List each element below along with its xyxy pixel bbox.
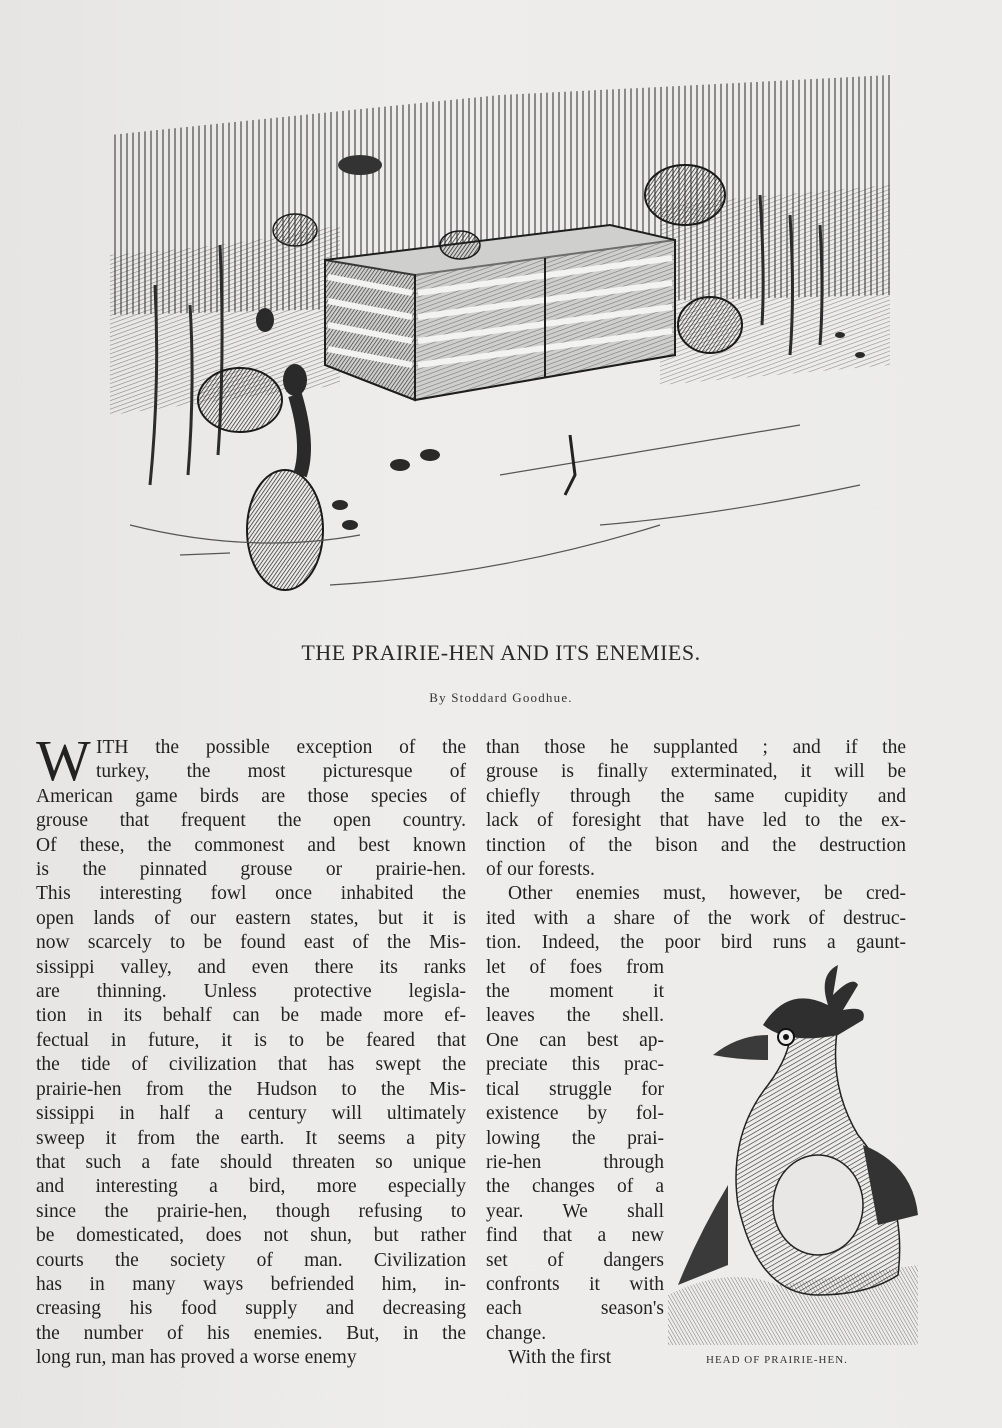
text-line: long run, man has proved a worse enemy bbox=[36, 1347, 357, 1369]
text-line: that such a fate should threaten so unique bbox=[36, 1151, 466, 1173]
text-line: sissippi valley, and even there its ranks bbox=[36, 956, 466, 978]
text-line: turkey, the most picturesque of bbox=[96, 761, 466, 783]
text-line: rie-hen through bbox=[486, 1151, 664, 1173]
text-line: find that a new bbox=[486, 1225, 664, 1247]
text-line: lowing the prai- bbox=[486, 1127, 664, 1149]
text-line: the number of his enemies. But, in the bbox=[36, 1322, 466, 1344]
text-line: chiefly through the same cupidity and bbox=[486, 785, 906, 807]
illustration-caption: HEAD OF PRAIRIE-HEN. bbox=[706, 1354, 848, 1366]
text-line: now scarcely to be found east of the Mis- bbox=[36, 932, 466, 954]
text-line: confronts it with bbox=[486, 1273, 664, 1295]
text-line: This interesting fowl once inhabited the bbox=[36, 883, 466, 905]
article-byline: By Stoddard Goodhue. bbox=[429, 690, 573, 705]
text-line: is the pinnated grouse or prairie-hen. bbox=[36, 859, 466, 881]
text-line: With the first bbox=[508, 1347, 612, 1369]
text-line: the changes of a bbox=[486, 1176, 664, 1198]
text-line: each season's bbox=[486, 1298, 664, 1320]
text-line: existence by fol- bbox=[486, 1103, 664, 1125]
text-line: tion. Indeed, the poor bird runs a gaunt- bbox=[486, 932, 906, 954]
text-line: tical struggle for bbox=[486, 1078, 664, 1100]
text-line: year. We shall bbox=[486, 1200, 664, 1222]
text-line: ited with a share of the work of destruc- bbox=[486, 907, 906, 929]
text-line: courts the society of man. Civilization bbox=[36, 1249, 466, 1271]
text-line: than those he supplanted ; and if the bbox=[486, 737, 906, 758]
text-line: grouse is finally exterminated, it will be bbox=[486, 761, 906, 783]
text-line: leaves the shell. bbox=[486, 1005, 664, 1027]
text-line: the moment it bbox=[486, 981, 664, 1003]
text-line: are thinning. Unless protective legisla- bbox=[36, 981, 466, 1003]
text-line: prairie-hen from the Hudson to the Mis- bbox=[36, 1078, 466, 1100]
text-line: Other enemies must, however, be cred- bbox=[508, 883, 906, 905]
text-line: One can best ap- bbox=[486, 1029, 664, 1051]
text-line: tion in its behalf can be made more ef- bbox=[36, 1005, 466, 1027]
text-line: Of these, the commonest and best known bbox=[36, 834, 466, 856]
text-line: has in many ways befriended him, in- bbox=[36, 1273, 466, 1295]
text-line: sissippi in half a century will ultimately bbox=[36, 1103, 466, 1125]
text-line: let of foes from bbox=[486, 956, 664, 978]
text-line: since the prairie-hen, though refusing to bbox=[36, 1200, 466, 1222]
text-line: be domesticated, does not shun, but rather bbox=[36, 1225, 466, 1247]
text-line: grouse that frequent the open country. bbox=[36, 810, 466, 832]
text-line: change. bbox=[486, 1322, 547, 1344]
column-left bbox=[36, 728, 466, 1371]
text-line: creasing his food supply and decreasing bbox=[36, 1298, 466, 1320]
text-line: set of dangers bbox=[486, 1249, 664, 1271]
text-line: preciate this prac- bbox=[486, 1054, 664, 1076]
text-line: of our forests. bbox=[486, 859, 595, 881]
drop-cap: W bbox=[36, 728, 91, 793]
text-line: tinction of the bison and the destruction bbox=[486, 834, 906, 856]
text-line: sweep it from the earth. It seems a pity bbox=[36, 1127, 466, 1149]
cornfield-trap-illustration bbox=[100, 55, 900, 615]
text-line: American game birds are those species of bbox=[36, 785, 466, 807]
text-line: fectual in future, it is to be feared that bbox=[36, 1029, 466, 1051]
text-line: ITH the possible exception of the bbox=[96, 737, 466, 758]
text-line: lack of foresight that have led to the ex- bbox=[486, 810, 906, 832]
text-line: open lands of our eastern states, but it is bbox=[36, 907, 466, 929]
prairie-hen-head-illustration bbox=[668, 965, 918, 1345]
article-title: THE PRAIRIE-HEN AND ITS ENEMIES. bbox=[301, 640, 701, 665]
text-line: and interesting a bird, more especially bbox=[36, 1176, 466, 1198]
text-line: the tide of civilization that has swept the bbox=[36, 1054, 466, 1076]
